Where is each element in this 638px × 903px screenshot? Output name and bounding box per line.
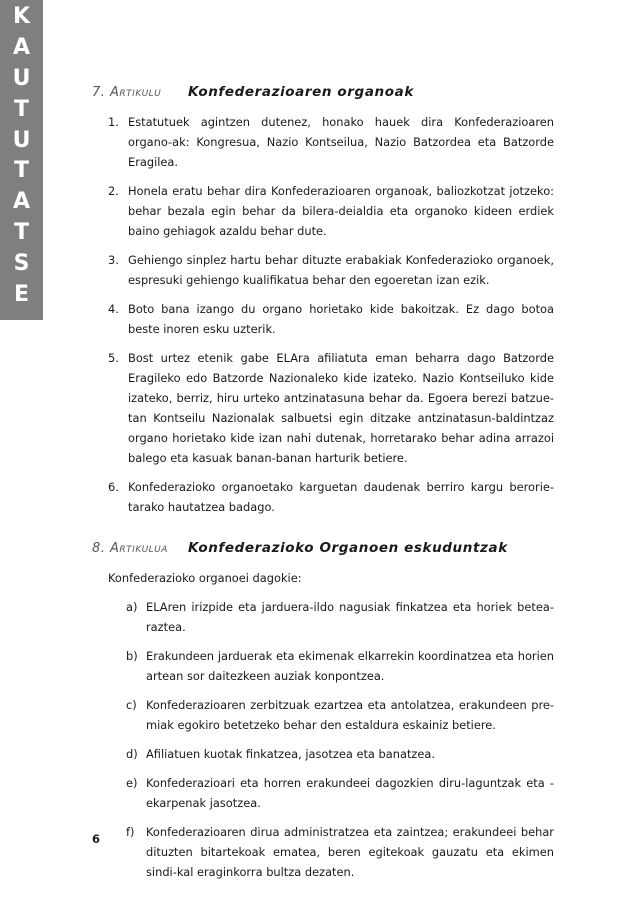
article-8-heading — [92, 540, 554, 556]
item-text: Konfederazioari eta horren erakundeei dagozkien diru-laguntzak eta -ekarpenak jasotzea. — [146, 776, 554, 810]
side-letter: T — [13, 220, 29, 246]
item-number: 3. — [108, 253, 119, 267]
list-item — [92, 250, 554, 290]
list-item — [92, 348, 554, 468]
side-letter: K — [12, 4, 31, 29]
item-text: Afiliatuen kuotak finkatzea, jasotzea eta banatzea. — [146, 747, 435, 761]
item-letter: a) — [126, 600, 138, 614]
article-label: 7. Artikulu — [92, 85, 162, 100]
item-letter: d) — [126, 747, 138, 761]
side-letter: S — [13, 251, 30, 276]
side-letter: T — [13, 96, 29, 122]
item-number: 6. — [108, 480, 119, 494]
list-item — [92, 112, 554, 172]
item-text: Erakundeen jarduerak eta ekimenak elkarrekin koordinatzea eta horien artean sor daitezkeen auziak konpontzea. — [146, 649, 554, 683]
side-letter: A — [12, 34, 31, 60]
list-item — [92, 773, 554, 813]
list-item — [92, 695, 554, 735]
item-text: Konfederazioaren dirua administratzea eta zaintzea; erakundeei behar dituzten bitartekoak ematea, beren egitekoak gauzatu eta ekimen sindi-kal eraginkorra bultza dezaten. — [146, 825, 554, 879]
item-text: Gehiengo sinplez hartu behar dituzte erabakiak Konfederazioko organoek, espresuki gehiengo kualifikatua behar den egoeretan izan ezik. — [128, 253, 554, 287]
side-letter: U — [12, 127, 31, 153]
list-item — [92, 299, 554, 339]
item-text: Honela eratu behar dira Konfederazioaren organoak, baliozkotzat jotzeko: behar bezala egin behar da bilera-deialdia eta organoko kideen erdiek baino gehiagok azaldu behar dute. — [128, 184, 554, 238]
article-8-list — [92, 597, 554, 882]
item-text: ELAren irizpide eta jarduera-ildo nagusiak finkatzea eta horiek betea-raztea. — [146, 600, 554, 634]
article-title: Konfederazioaren organoak — [188, 84, 414, 100]
side-letter: E — [13, 281, 30, 307]
list-item — [92, 646, 554, 686]
item-text: Bost urtez etenik gabe ELAra afiliatuta eman beharra dago Batzorde Eragileko edo Batzorde Nazionaleko kide izateko. Nazio Kontseiluko kide izateko, berriz, hiru urteko antzinatasuna behar da. Egoera berezi batzue-tan Kontseilu Nazionalak salbuetsi egin ditzake antzinatasun-baldintzaz organo horietako kide izan nahi dutenak, horretarako behar adina arrazoi balego eta kasuak banan-banan harturik betiere. — [128, 351, 554, 465]
item-text: Konfederazioaren zerbitzuak ezartzea eta antolatzea, erakundeen pre-miak egokiro betetzeko behar den estaldura eskainiz betiere. — [146, 698, 554, 732]
side-letter: T — [13, 158, 29, 184]
side-letter: A — [12, 189, 31, 215]
item-text: Boto bana izango du organo horietako kide bakoitzak. Ez dago botoa beste inoren esku uzterik. — [128, 302, 554, 336]
list-item — [92, 744, 554, 764]
article-7-heading — [92, 84, 554, 100]
article-label: 8. Artikulua — [92, 541, 168, 556]
list-item — [92, 822, 554, 882]
item-text: Estatutuek agintzen dutenez, honako hauek dira Konfederazioaren organo-ak: Kongresua, Nazio Kontseilua, Nazio Batzordea eta Batzorde Eragilea. — [128, 115, 554, 169]
item-number: 2. — [108, 184, 119, 198]
list-item — [92, 477, 554, 517]
item-letter: c) — [126, 698, 137, 712]
side-letter: U — [12, 65, 31, 91]
item-letter: b) — [126, 649, 138, 663]
article-8-intro: Konfederazioko organoei dagokie: — [108, 571, 302, 585]
item-number: 5. — [108, 351, 119, 365]
item-number: 1. — [108, 115, 119, 129]
item-number: 4. — [108, 302, 119, 316]
list-item — [92, 597, 554, 637]
item-letter: e) — [126, 776, 138, 790]
page-number: 6 — [92, 832, 101, 846]
article-title: Konfederazioko Organoen eskuduntzak — [188, 540, 508, 556]
side-band-estatutuak — [0, 0, 43, 320]
article-7-list — [92, 112, 554, 517]
list-item — [92, 181, 554, 241]
item-text: Konfederazioko organoetako karguetan daudenak berriro kargu berorie-tarako hautatzea badago. — [128, 480, 554, 514]
item-letter: f) — [126, 825, 135, 839]
document-body — [92, 84, 554, 891]
